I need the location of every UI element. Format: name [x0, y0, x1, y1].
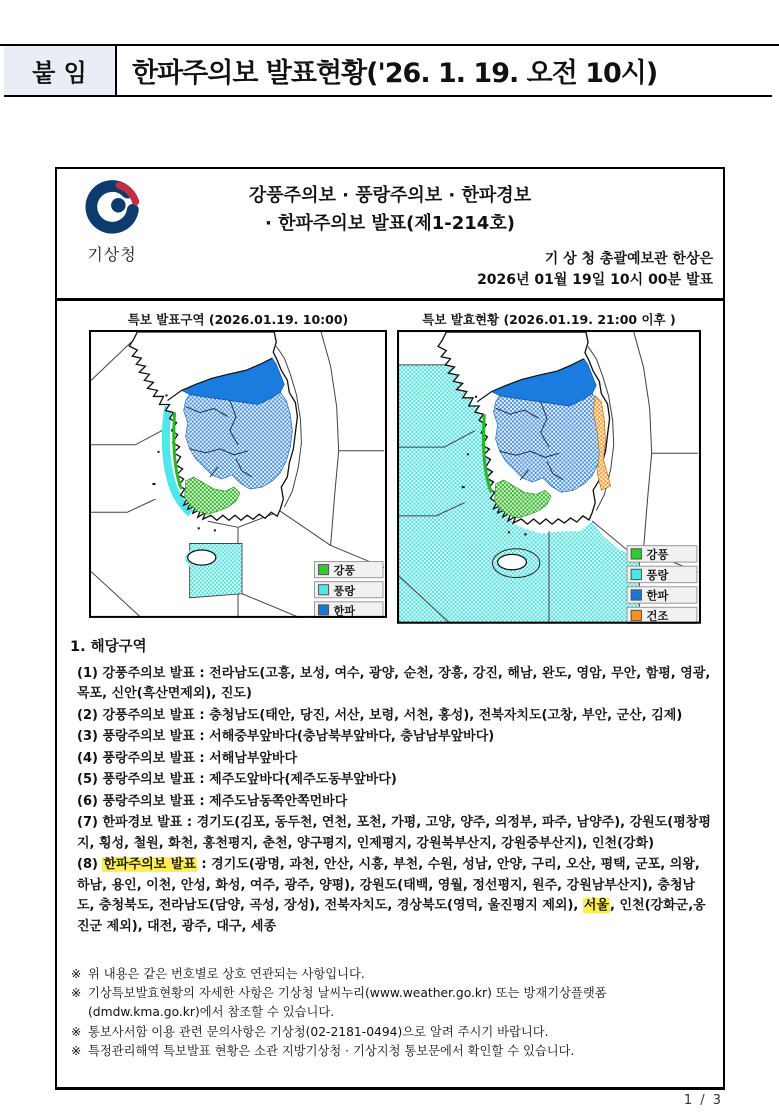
area-item-6: (6) 풍랑주의보 발표 : 제주도남동쪽안쪽먼바다: [77, 793, 348, 809]
page-title: 한파주의보 발표현황('26. 1. 19. 오전 10시): [132, 58, 658, 89]
footnotes: [57, 939, 723, 1062]
legend-swatch-gale: [631, 549, 641, 559]
footnote-marker: ※: [71, 1044, 82, 1059]
issuer-name: 기 상 청 총괄예보관 한상은: [544, 251, 713, 267]
area-item-1: (1) 강풍주의보 발표 : 전라남도(고흥, 보성, 여수, 광양, 순천, 장흥, 강진, 해남, 완도, 영암, 무안, 함평, 영광, 목포, 신안(흑산면제외), 진도): [77, 665, 711, 702]
footnote-text: 특정관리해역 특보발표 현황은 소관 지방기상청 · 기상지청 통보문에서 확인할 수 있습니다.: [88, 1044, 575, 1059]
map-block-issued-areas: [89, 310, 387, 624]
page-number: 1 / 3: [683, 1093, 723, 1108]
footnote-text: 통보사서함 이용 관련 문의사항은 기상청(02-2181-0494)으로 알려 주시기 바랍니다.: [88, 1024, 549, 1039]
attachment-label: 붙 임: [4, 46, 117, 95]
letterhead: [57, 169, 723, 301]
footnote: [71, 1023, 711, 1042]
section-heading: 1. 해당구역: [70, 638, 147, 655]
footnote: [71, 1042, 711, 1061]
legend-label-dry: 건조: [646, 610, 669, 624]
area-item-2: (2) 강풍주의보 발표 : 충청남도(태안, 당진, 서산, 보령, 서천, 홍성), 전북자치도(고창, 부안, 군산, 김제): [77, 707, 683, 723]
footnote: [71, 984, 711, 1023]
warning-map-issued: [89, 330, 387, 618]
item8-body: : 경기도(광명, 과천, 안산, 시흥, 부천, 수원, 성남, 안양, 구리, 오산, 평택, 군포, 의왕, 하남, 용인, 이천, 안성, 화성, 여주, 광주, 양평), 강원도(태백, 영월, 정선평지, 원주, 강원남부산지), 충청남도, 충청북도, 전라남도(담양, 곡성, 장성), 전북자치도, 경상북도(영덕, 울진평지 제외),: [77, 857, 700, 914]
map-block-effective-areas: [397, 310, 701, 624]
attachment-header: [4, 46, 772, 97]
footnote: [71, 965, 711, 984]
affected-areas-section: [57, 626, 723, 938]
legend-swatch-coldwave: [631, 590, 641, 600]
legend-label-windwave: 풍랑: [646, 569, 669, 583]
item8-number: (8): [77, 857, 103, 873]
jeju-island: [188, 550, 216, 565]
footnote-text: 기상특보발효현황의 자세한 사항은 기상청 날씨누리(www.weather.go.kr) 또는 방재기상플랫폼(dmdw.kma.go.kr)에서 참조할 수 있습니다.: [88, 985, 607, 1020]
legend-swatch-windwave: [631, 569, 641, 579]
legend-swatch-coldwave: [319, 605, 329, 615]
footnote-marker: ※: [71, 1024, 82, 1039]
area-item-8: [77, 855, 711, 937]
legend-swatch-dry: [631, 610, 641, 620]
footnote-marker: ※: [71, 966, 82, 981]
item8-highlight-seoul: 서울: [583, 898, 609, 914]
issued-datetime: 2026년 01월 19일 10시 00분 발표: [477, 272, 713, 288]
agency-name: 기상청: [87, 245, 137, 264]
legend-label-windwave: 풍랑: [333, 584, 356, 598]
footnote-text: 위 내용은 같은 번호별로 상호 연관되는 사항입니다.: [88, 966, 365, 981]
legend-label-coldwave: 한파: [333, 604, 356, 618]
item8-tail: , 인천(강화군,옹진군 제외), 대전, 광주, 대구, 세종: [77, 898, 706, 934]
bulletin-title-line2: · 한파주의보 발표(제1-214호): [265, 212, 515, 234]
area-item-3: (3) 풍랑주의보 발표 : 서해중부앞바다(충남북부앞바다, 충남남부앞바다): [77, 729, 495, 745]
area-item-5: (5) 풍랑주의보 발표 : 제주도앞바다(제주도동부앞바다): [77, 772, 397, 788]
footnote-marker: ※: [71, 985, 82, 1000]
item8-highlight-coldwave-advisory: 한파주의보 발표: [103, 857, 196, 873]
kma-taegeuk-icon: [83, 179, 141, 237]
jeju-island: [498, 554, 527, 569]
legend-label-gale: 강풍: [333, 564, 356, 578]
warning-map-effective: [397, 330, 701, 624]
bulletin-title-line1: 강풍주의보 · 풍랑주의보 · 한파경보: [248, 185, 532, 206]
legend-swatch-windwave: [319, 585, 329, 595]
maps-row: [57, 301, 723, 626]
legend-swatch-gale: [319, 565, 329, 575]
legend-label-gale: 강풍: [646, 548, 669, 562]
map-title-right: 특보 발효현황 (2026.01.19. 21:00 이후 ): [422, 312, 676, 327]
bulletin-title: [57, 169, 723, 238]
area-item-4: (4) 풍랑주의보 발표 : 서해남부앞바다: [77, 750, 298, 766]
legend-label-coldwave: 한파: [646, 589, 669, 603]
kma-logo: [73, 179, 151, 265]
area-item-7: (7) 한파경보 발표 : 경기도(김포, 동두천, 연천, 포천, 가평, 고양, 양주, 의정부, 파주, 남양주), 강원도(평창평지, 횡성, 철원, 화천, 홍천평지, 춘천, 양구평지, 인제평지, 강원북부산지, 강원중부산지), 인천(강화): [77, 815, 711, 851]
map-legend-left: [315, 562, 383, 618]
map-title-left: 특보 발표구역 (2026.01.19. 10:00): [127, 312, 349, 327]
bulletin-document: [55, 167, 725, 1090]
issuer-block: [477, 249, 713, 291]
